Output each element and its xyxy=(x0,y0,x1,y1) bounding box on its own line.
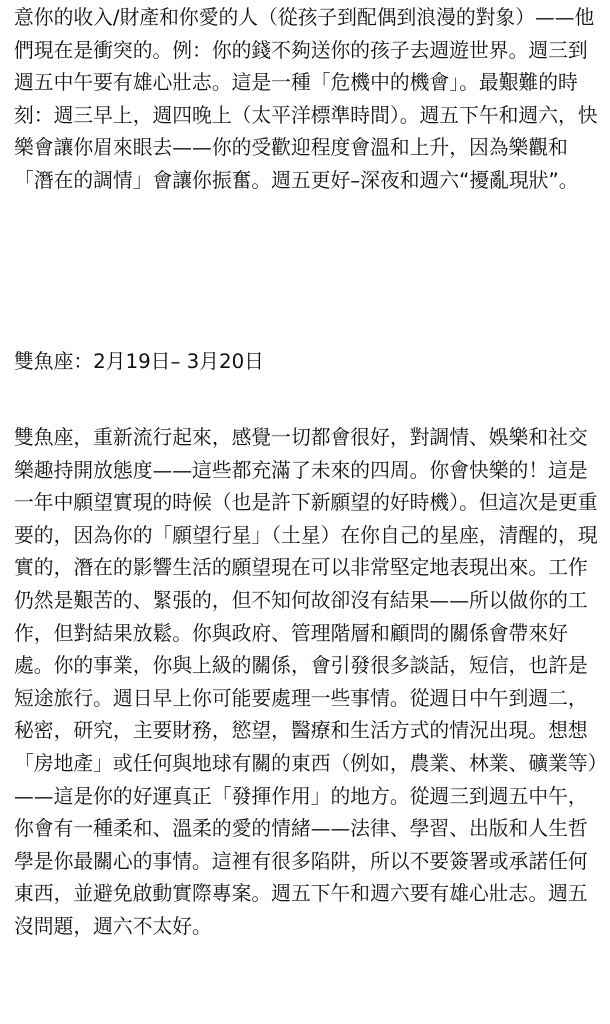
pisces-heading: 雙魚座：2月19日– 3月20日 xyxy=(14,350,264,373)
pisces-paragraph: 雙魚座，重新流行起來，感覺一切都會很好，對調情、娛樂和社交樂趣持開放態度——這些都充滿了未來的四周。你會快樂的！這是一年中願望實現的時候（也是許下新願望的好時機）。但這次是更重要的，因為你的「願望行星」（土星）在你自己的星座，清醒的，現實的，潛在的影響生活的願望現在可以非常堅定地表現出來。工作仍然是艱苦的、緊張的，但不知何故卻沒有結果——所以做你的工作，但對結果放鬆。你與政府、管理階層和顧問的關係會帶來好處。你的事業，你與上級的關係，會引發很多談話，短信，也許是短途旅行。週日早上你可能要處理一些事情。從週日中午到週二，秘密，研究，主要財務，慾望，醫療和生活方式的情況出現。想想「房地產」或任何與地球有關的東西（例如，農業、林業、礦業等）——這是你的好運真正「發揮作用」的地方。從週三到週五中午，你會有一種柔和、溫柔的愛的情緒——法律、學習、出版和人生哲學是你最關心的事情。這裡有很多陷阱，所以不要簽署或承諾任何東西，並避免啟動實際專案。週五下午和週六要有雄心壯志。週五沒問題，週六不太好。 xyxy=(14,426,598,938)
previous-sign-paragraph: 意你的收入/財產和你愛的人（從孩子到配偶到浪漫的對象）——他們現在是衝突的。例：你的錢不夠送你的孩子去週遊世界。週三到週五中午要有雄心壯志。這是一種「危機中的機會」。最艱難的時刻：週三早上，週四晚上（太平洋標準時間）。週五下午和週六，快樂會讓你眉來眼去——你的受歡迎程度會溫和上升，因為樂觀和「潛在的調情」會讓你振奮。週五更好–深夜和週六“擾亂現狀”。 xyxy=(14,6,598,192)
